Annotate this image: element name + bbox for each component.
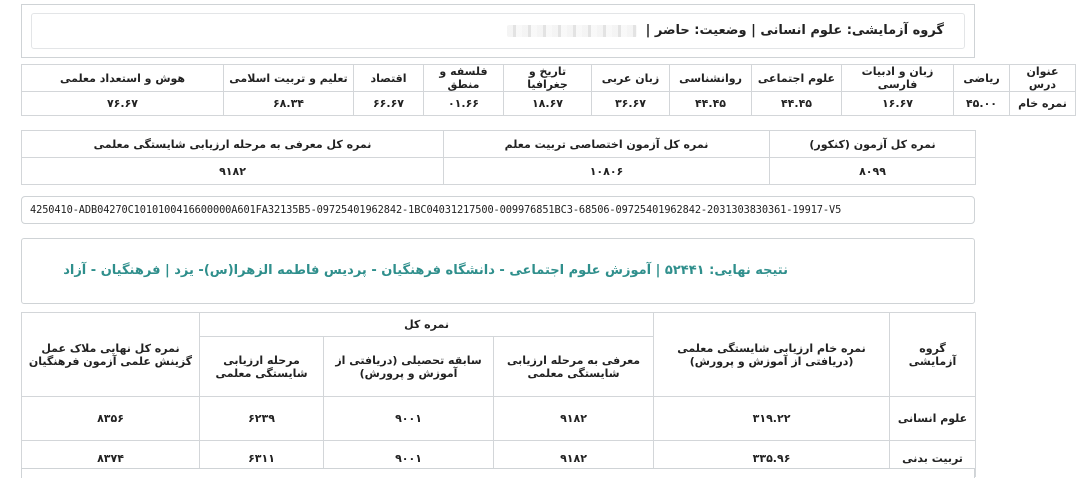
score-value: ۴۵.۰۰ [954,92,1010,116]
score-value: ۴۴.۴۵ [752,92,842,116]
scores-header-cell: روانشناسی [670,65,752,92]
final-header-row-1 [22,313,976,337]
referral-score: ۹۱۸۲ [494,397,654,441]
total-value: ۱۰۸۰۶ [444,158,770,185]
total-value: ۹۱۸۲ [22,158,444,185]
score-value: ۰۱.۶۶ [424,92,504,116]
score-value: ۶۶.۶۷ [354,92,424,116]
education-score: ۹۰۰۱ [324,397,494,441]
assessment-score: ۶۳۱۱ [200,441,324,477]
col-referral-header: معرفی به مرحله ارزیابی شایستگی معلمی [494,337,654,397]
scores-header-cell: تاریخ و جغرافیا [504,65,592,92]
score-value: ۱۸.۶۷ [504,92,592,116]
score-value: ۳۶.۶۷ [592,92,670,116]
scores-header-cell: هوش و استعداد معلمی [22,65,224,92]
totals-header-cell: نمره کل آزمون (کنکور) [770,131,976,158]
col-final-header: نمره کل نهایی ملاک عمل گزینش علمی آزمون فرهنگیان [22,313,200,397]
scores-header-row [22,65,1076,92]
score-value: ۷۶.۶۷ [22,92,224,116]
tracking-code[interactable]: 4250410-ADB04270C1010100416600000A601FA32135B5-09725401962842-1BC04031217500-009976851BC3-68506-09725401962842-2031303830361-19917-V5 [30,204,842,216]
education-score: ۹۰۰۱ [324,441,494,477]
totals-table [21,130,976,185]
score-value: ۴۴.۴۵ [670,92,752,116]
total-value: ۸۰۹۹ [770,158,976,185]
scores-header-cell: اقتصاد [354,65,424,92]
next-section-card [21,468,975,478]
scores-header-cell: عنوان درس [1010,65,1076,92]
scores-value-row [22,92,1076,116]
header-title [503,23,944,38]
raw-score: ۳۳۵.۹۶ [654,441,890,477]
score-value: ۶۸.۳۴ [224,92,354,116]
header-status-text: گروه آزمایشی: علوم انسانی | وضعیت: حاضر | [645,23,944,38]
col-education-header: سابقه تحصیلی (دریافتی از آموزش و پرورش) [324,337,494,397]
redacted-name [507,25,637,37]
header-card [21,4,975,58]
raw-scores-table [21,64,1076,116]
raw-score: ۳۱۹.۲۲ [654,397,890,441]
col-assessment-header: مرحله ارزیابی شایستگی معلمی [200,337,324,397]
final-result-card [21,238,975,304]
scores-header-cell: فلسفه و منطق [424,65,504,92]
scores-header-cell: ریاضی [954,65,1010,92]
scores-header-cell: تعلیم و تربیت اسلامی [224,65,354,92]
totals-header-cell: نمره کل آزمون اختصاصی تربیت معلم [444,131,770,158]
totals-value-row [22,158,976,185]
header-inner-box [31,13,965,49]
final-score: ۸۳۷۴ [22,441,200,477]
group-name: تربیت بدنی [890,441,976,477]
assessment-score: ۶۲۳۹ [200,397,324,441]
scores-header-cell: علوم اجتماعی [752,65,842,92]
col-raw-header: نمره خام ارزیابی شایستگی معلمی (دریافتی از آموزش و پرورش) [654,313,890,397]
referral-score: ۹۱۸۲ [494,441,654,477]
final-result-text: نتیجه نهایی: ۵۲۴۴۱ | آموزش علوم اجتماعی - دانشگاه فرهنگیان - پردیس فاطمه الزهرا(س)- یزد | فرهنگیان - آزاد [63,263,788,278]
final-scores-table [21,312,976,477]
score-value: ۱۶.۶۷ [842,92,954,116]
totals-header-row [22,131,976,158]
scores-header-cell: زبان عربی [592,65,670,92]
totals-header-cell: نمره کل معرفی به مرحله ارزیابی شایستگی معلمی [22,131,444,158]
col-total-group-header: نمره کل [200,313,654,337]
scores-row-label: نمره خام [1010,92,1076,116]
tracking-code-box[interactable] [21,196,975,224]
col-group-header: گروه آزمایشی [890,313,976,397]
group-name: علوم انسانی [890,397,976,441]
table-row [22,397,976,441]
final-score: ۸۳۵۶ [22,397,200,441]
scores-header-cell: زبان و ادبیات فارسی [842,65,954,92]
